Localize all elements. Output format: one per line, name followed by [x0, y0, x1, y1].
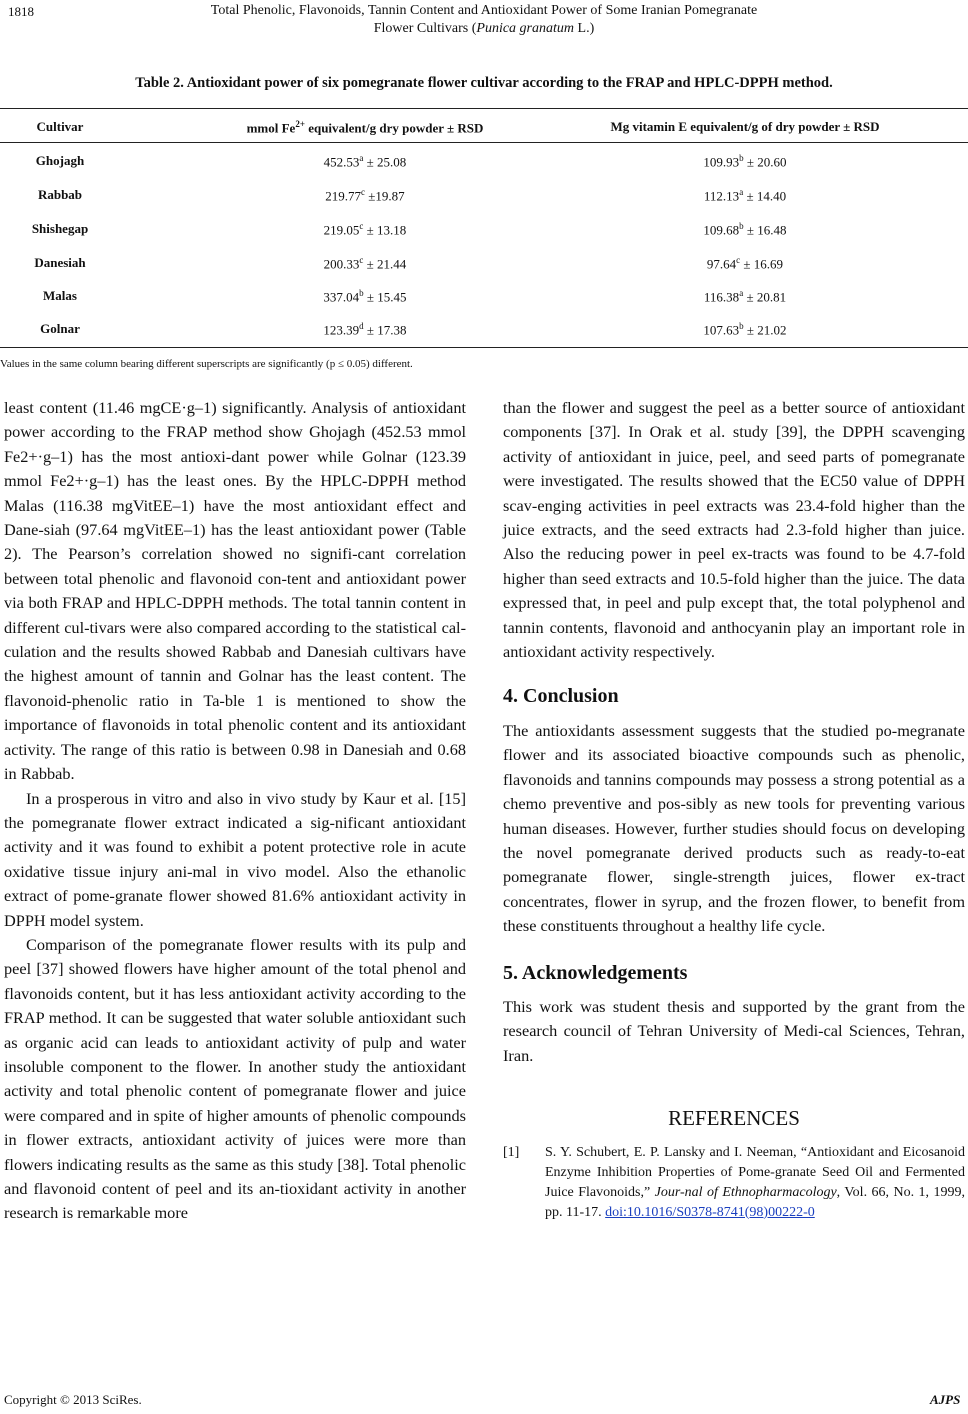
table-bottom-rule [0, 347, 968, 348]
table-header-frap: mmol $Fe^{2+}$ equivalent/g dry powder ± RSD [246, 119, 484, 136]
table-header-cultivar: Cultivar [36, 119, 84, 134]
paragraph: In a prosperous in vitro and also in vivo study by Kaur et al. [15] the pomegranate flower extract indicated a sig-nificant antioxidant activity and it was found to exhibit a potent protective role in acute oxidative tissue injury ani-mal in vivo model. Also the ethanolic extract of pome-granate flower showed 81.6% antioxidant activity in DPPH model system. [4, 788, 466, 930]
cultivar-cell: Rabbab [37, 187, 83, 202]
paragraph: This work was student thesis and supported by the grant from the research council of Tehran University of Medi-cal Sciences, Tehran, Iran. [503, 996, 965, 1065]
reference-item: [1] S. Y. Schubert, E. P. Lansky and I. Neeman, “Antioxidant and Eicosanoid Enzyme Inhibition Properties of Pome-granate Seed Oil and Fermented Juice Flavonoids,” Jour-nal of Ethnopharmacology, Vol. 66, No. 1, 1999, pp. 11-17. doi:10.1016/S0378-8741(98)00222-0 [503, 1144, 965, 1220]
table-header-dpph: Mg vitamin E equivalent/g of dry powder ± RSD [610, 119, 880, 134]
dpph-cell: 109.68$^b$ ± 16.48 [703, 221, 787, 238]
frap-cell: 452.53$^a$ ± 25.08 [323, 153, 407, 170]
frap-cell: 200.33$^c$ ± 21.44 [323, 255, 407, 272]
dpph-cell: 112.13$^a$ ± 14.40 [703, 187, 787, 204]
dpph-cell: 107.63$^b$ ± 21.02 [703, 321, 787, 338]
frap-cell: 337.04$^b$ ± 15.45 [323, 288, 407, 305]
doi-link[interactable]: doi:10.1016/S0378-8741(98)00222-0 [605, 1204, 815, 1220]
table-top-rule [0, 108, 968, 109]
paragraph: than the flower and suggest the peel as a better source of antioxidant components [37]. In Orak et al. study [39], the DPPH scavenging activity of antioxidant in juice, peel, and seed parts of pomegranate were investigated. The results showed that the EC50 value of DPPH scav-enging activities in peel extracts was 23.4-fold higher than the juice extracts, and the seed extracts had 2.3-fold higher than juice. Also the reducing power in peel ex-tracts was found to be 4.7-fold higher than seed extracts and 10.5-fold higher than the juice. The data expressed that, in peel and pulp except that, the total polyphenol and tannin contents, flavonoid and anthocyanin play an important role in antioxidant activity respectively. [503, 398, 965, 662]
reference-number: [1] [503, 1144, 520, 1160]
journal-abbrev: AJPS [930, 1392, 961, 1407]
running-title-line1: Total Phenolic, Flavonoids, Tannin Content and Antioxidant Power of Some Iranian Pomegranate [210, 3, 758, 18]
running-title-line2: Flower Cultivars (Punica granatum L.) [373, 21, 595, 36]
section-heading-conclusion: 4. Conclusion [503, 685, 619, 708]
references-heading: REFERENCES [668, 1106, 800, 1131]
copyright: Copyright © 2013 SciRes. [4, 1392, 142, 1407]
page-number: 1818 [8, 4, 34, 19]
cultivar-cell: Danesiah [34, 255, 86, 270]
cultivar-cell: Shishegap [31, 221, 89, 236]
right-column [503, 396, 965, 1223]
table-caption: Table 2. Antioxidant power of six pomegranate flower cultivar according to the FRAP and HPLC-DPPH method. [135, 75, 833, 91]
table-note: Values in the same column bearing different superscripts are significantly (p ≤ 0.05) different. [0, 358, 413, 370]
cultivar-cell: Ghojagh [35, 153, 85, 168]
paragraph: The antioxidants assessment suggests that the studied po-megranate flower and its associated bioactive compounds such as phenolic, flavonoids and tannins compounds may possess a strong potential as a chemo preventive and pos-sibly as new tools for preventing various human diseases. However, further studies should focus on developing the novel pomegranate derived products such as ready-to-eat pomegranate flower, single-strength juices, flower ex-tract concentrates, flower in syrup, and the frozen flower, to benefit from these constituents throughout a healthy life cycle. [503, 720, 965, 936]
paragraph: least content (11.46 mgCE·g–1) significantly. Analysis of antioxidant power according to the FRAP method show Ghojagh (452.53 mmol Fe2+·g–1) has the most antioxi-dant power while Golnar (123.39 mmol Fe2+·g–1) has the least ones. By the HPLC-DPPH method Malas (116.38 mgVitEE–1) have the most antioxidant effect and Dane-siah (97.64 mgVitEE–1) has the least antioxidant power (Table 2). The Pearson’s correlation showed no signifi-cant correlation between total phenolic and flavonoid con-tent and antioxidant power via both FRAP and HPLC-DPPH methods. The total tannin content in different cul-tivars were also compared according to the statistical cal-culation and the results showed Rabbab and Danesiah cultivars have the highest amount of tannin and Golnar has the least content. The flavonoid-phenolic ratio in Ta-ble 1 is mentioned to show the importance of flavonoids in total phenolic content and its antioxidant activity. The range of this ratio is between 0.98 in Danesiah and 0.68 in Rabbab. [4, 398, 466, 784]
frap-cell: 219.05$^c$ ± 13.18 [323, 221, 407, 238]
frap-cell: 123.39$^d$ ± 17.38 [323, 321, 407, 338]
left-column [4, 396, 466, 1226]
paragraph: Comparison of the pomegranate flower results with its pulp and peel [37] showed flowers have higher amount of the total phenol and flavonoids content, but it has less antioxidant activity according to the FRAP method. It can be suggested that water soluble antioxidant such as organic acid can leads to antioxidant activity of pulp and water insoluble component to the flower. In another study the antioxidant activity and total phenolic content of pomegranate flower and juice were compared and in spite of higher amounts of phenolic compounds in flower extracts, antioxidant activity of juices were more than flowers indicating results as the same as this study [38]. Total phenolic and flavonoid content of peel and its an-tioxidant activity in another research is remarkable more [4, 934, 466, 1223]
cultivar-cell: Golnar [40, 321, 80, 336]
dpph-cell: 109.93$^b$ ± 20.60 [703, 153, 787, 170]
running-title [0, 2, 968, 38]
frap-cell: 219.77$^c$ ±19.87 [325, 187, 405, 204]
table-header-rule [0, 142, 968, 143]
cultivar-cell: Malas [43, 288, 77, 303]
section-heading-acknowledgements: 5. Acknowledgements [503, 961, 688, 984]
dpph-cell: 116.38$^a$ ± 20.81 [703, 288, 787, 305]
dpph-cell: 97.64$^c$ ± 16.69 [706, 255, 784, 272]
